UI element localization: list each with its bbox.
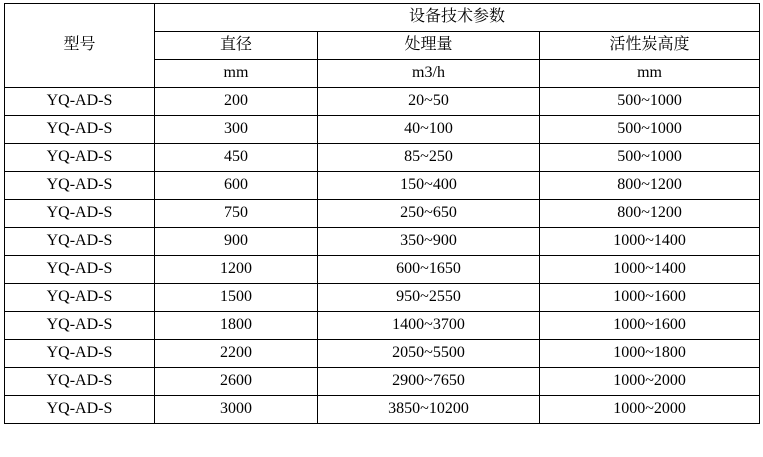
table-header-row-group — [5, 4, 760, 32]
cell-model: YQ-AD-S — [5, 312, 155, 340]
cell-diameter: 750 — [155, 200, 318, 228]
cell-carbon-height: 500~1000 — [540, 144, 760, 172]
cell-model: YQ-AD-S — [5, 396, 155, 424]
table-row — [5, 368, 760, 396]
cell-model: YQ-AD-S — [5, 340, 155, 368]
cell-model: YQ-AD-S — [5, 116, 155, 144]
header-cell-diameter: 直径 — [155, 32, 318, 60]
cell-flow: 350~900 — [318, 228, 540, 256]
cell-flow: 40~100 — [318, 116, 540, 144]
cell-flow: 3850~10200 — [318, 396, 540, 424]
equipment-parameters-table — [4, 3, 760, 424]
cell-diameter: 1200 — [155, 256, 318, 284]
cell-model: YQ-AD-S — [5, 368, 155, 396]
cell-diameter: 300 — [155, 116, 318, 144]
cell-flow: 2050~5500 — [318, 340, 540, 368]
cell-model: YQ-AD-S — [5, 256, 155, 284]
cell-diameter: 450 — [155, 144, 318, 172]
cell-flow: 1400~3700 — [318, 312, 540, 340]
header-unit-diameter: mm — [155, 60, 318, 88]
header-cell-model: 型号 — [5, 4, 155, 88]
header-unit-flow: m3/h — [318, 60, 540, 88]
cell-carbon-height: 1000~1400 — [540, 228, 760, 256]
cell-diameter: 3000 — [155, 396, 318, 424]
cell-diameter: 900 — [155, 228, 318, 256]
cell-model: YQ-AD-S — [5, 200, 155, 228]
cell-carbon-height: 1000~1800 — [540, 340, 760, 368]
cell-diameter: 600 — [155, 172, 318, 200]
cell-carbon-height: 500~1000 — [540, 116, 760, 144]
table-row — [5, 116, 760, 144]
cell-model: YQ-AD-S — [5, 228, 155, 256]
cell-flow: 150~400 — [318, 172, 540, 200]
table-row — [5, 88, 760, 116]
table-row — [5, 228, 760, 256]
table-row — [5, 284, 760, 312]
cell-carbon-height: 1000~1400 — [540, 256, 760, 284]
table-row — [5, 340, 760, 368]
cell-flow: 600~1650 — [318, 256, 540, 284]
table-row — [5, 144, 760, 172]
cell-carbon-height: 1000~2000 — [540, 396, 760, 424]
cell-flow: 2900~7650 — [318, 368, 540, 396]
cell-flow: 85~250 — [318, 144, 540, 172]
header-unit-carbon-height: mm — [540, 60, 760, 88]
cell-carbon-height: 800~1200 — [540, 200, 760, 228]
header-cell-group-title: 设备技术参数 — [155, 4, 760, 32]
cell-carbon-height: 1000~2000 — [540, 368, 760, 396]
header-cell-flow: 处理量 — [318, 32, 540, 60]
cell-carbon-height: 500~1000 — [540, 88, 760, 116]
table-row — [5, 200, 760, 228]
cell-diameter: 2200 — [155, 340, 318, 368]
table-row — [5, 396, 760, 424]
cell-model: YQ-AD-S — [5, 172, 155, 200]
cell-flow: 950~2550 — [318, 284, 540, 312]
cell-diameter: 2600 — [155, 368, 318, 396]
cell-diameter: 1500 — [155, 284, 318, 312]
table-row — [5, 172, 760, 200]
cell-flow: 20~50 — [318, 88, 540, 116]
cell-model: YQ-AD-S — [5, 284, 155, 312]
cell-model: YQ-AD-S — [5, 88, 155, 116]
cell-carbon-height: 1000~1600 — [540, 312, 760, 340]
cell-carbon-height: 800~1200 — [540, 172, 760, 200]
table-row — [5, 256, 760, 284]
cell-flow: 250~650 — [318, 200, 540, 228]
cell-diameter: 1800 — [155, 312, 318, 340]
header-cell-carbon-height: 活性炭高度 — [540, 32, 760, 60]
cell-model: YQ-AD-S — [5, 144, 155, 172]
cell-diameter: 200 — [155, 88, 318, 116]
table-row — [5, 312, 760, 340]
cell-carbon-height: 1000~1600 — [540, 284, 760, 312]
